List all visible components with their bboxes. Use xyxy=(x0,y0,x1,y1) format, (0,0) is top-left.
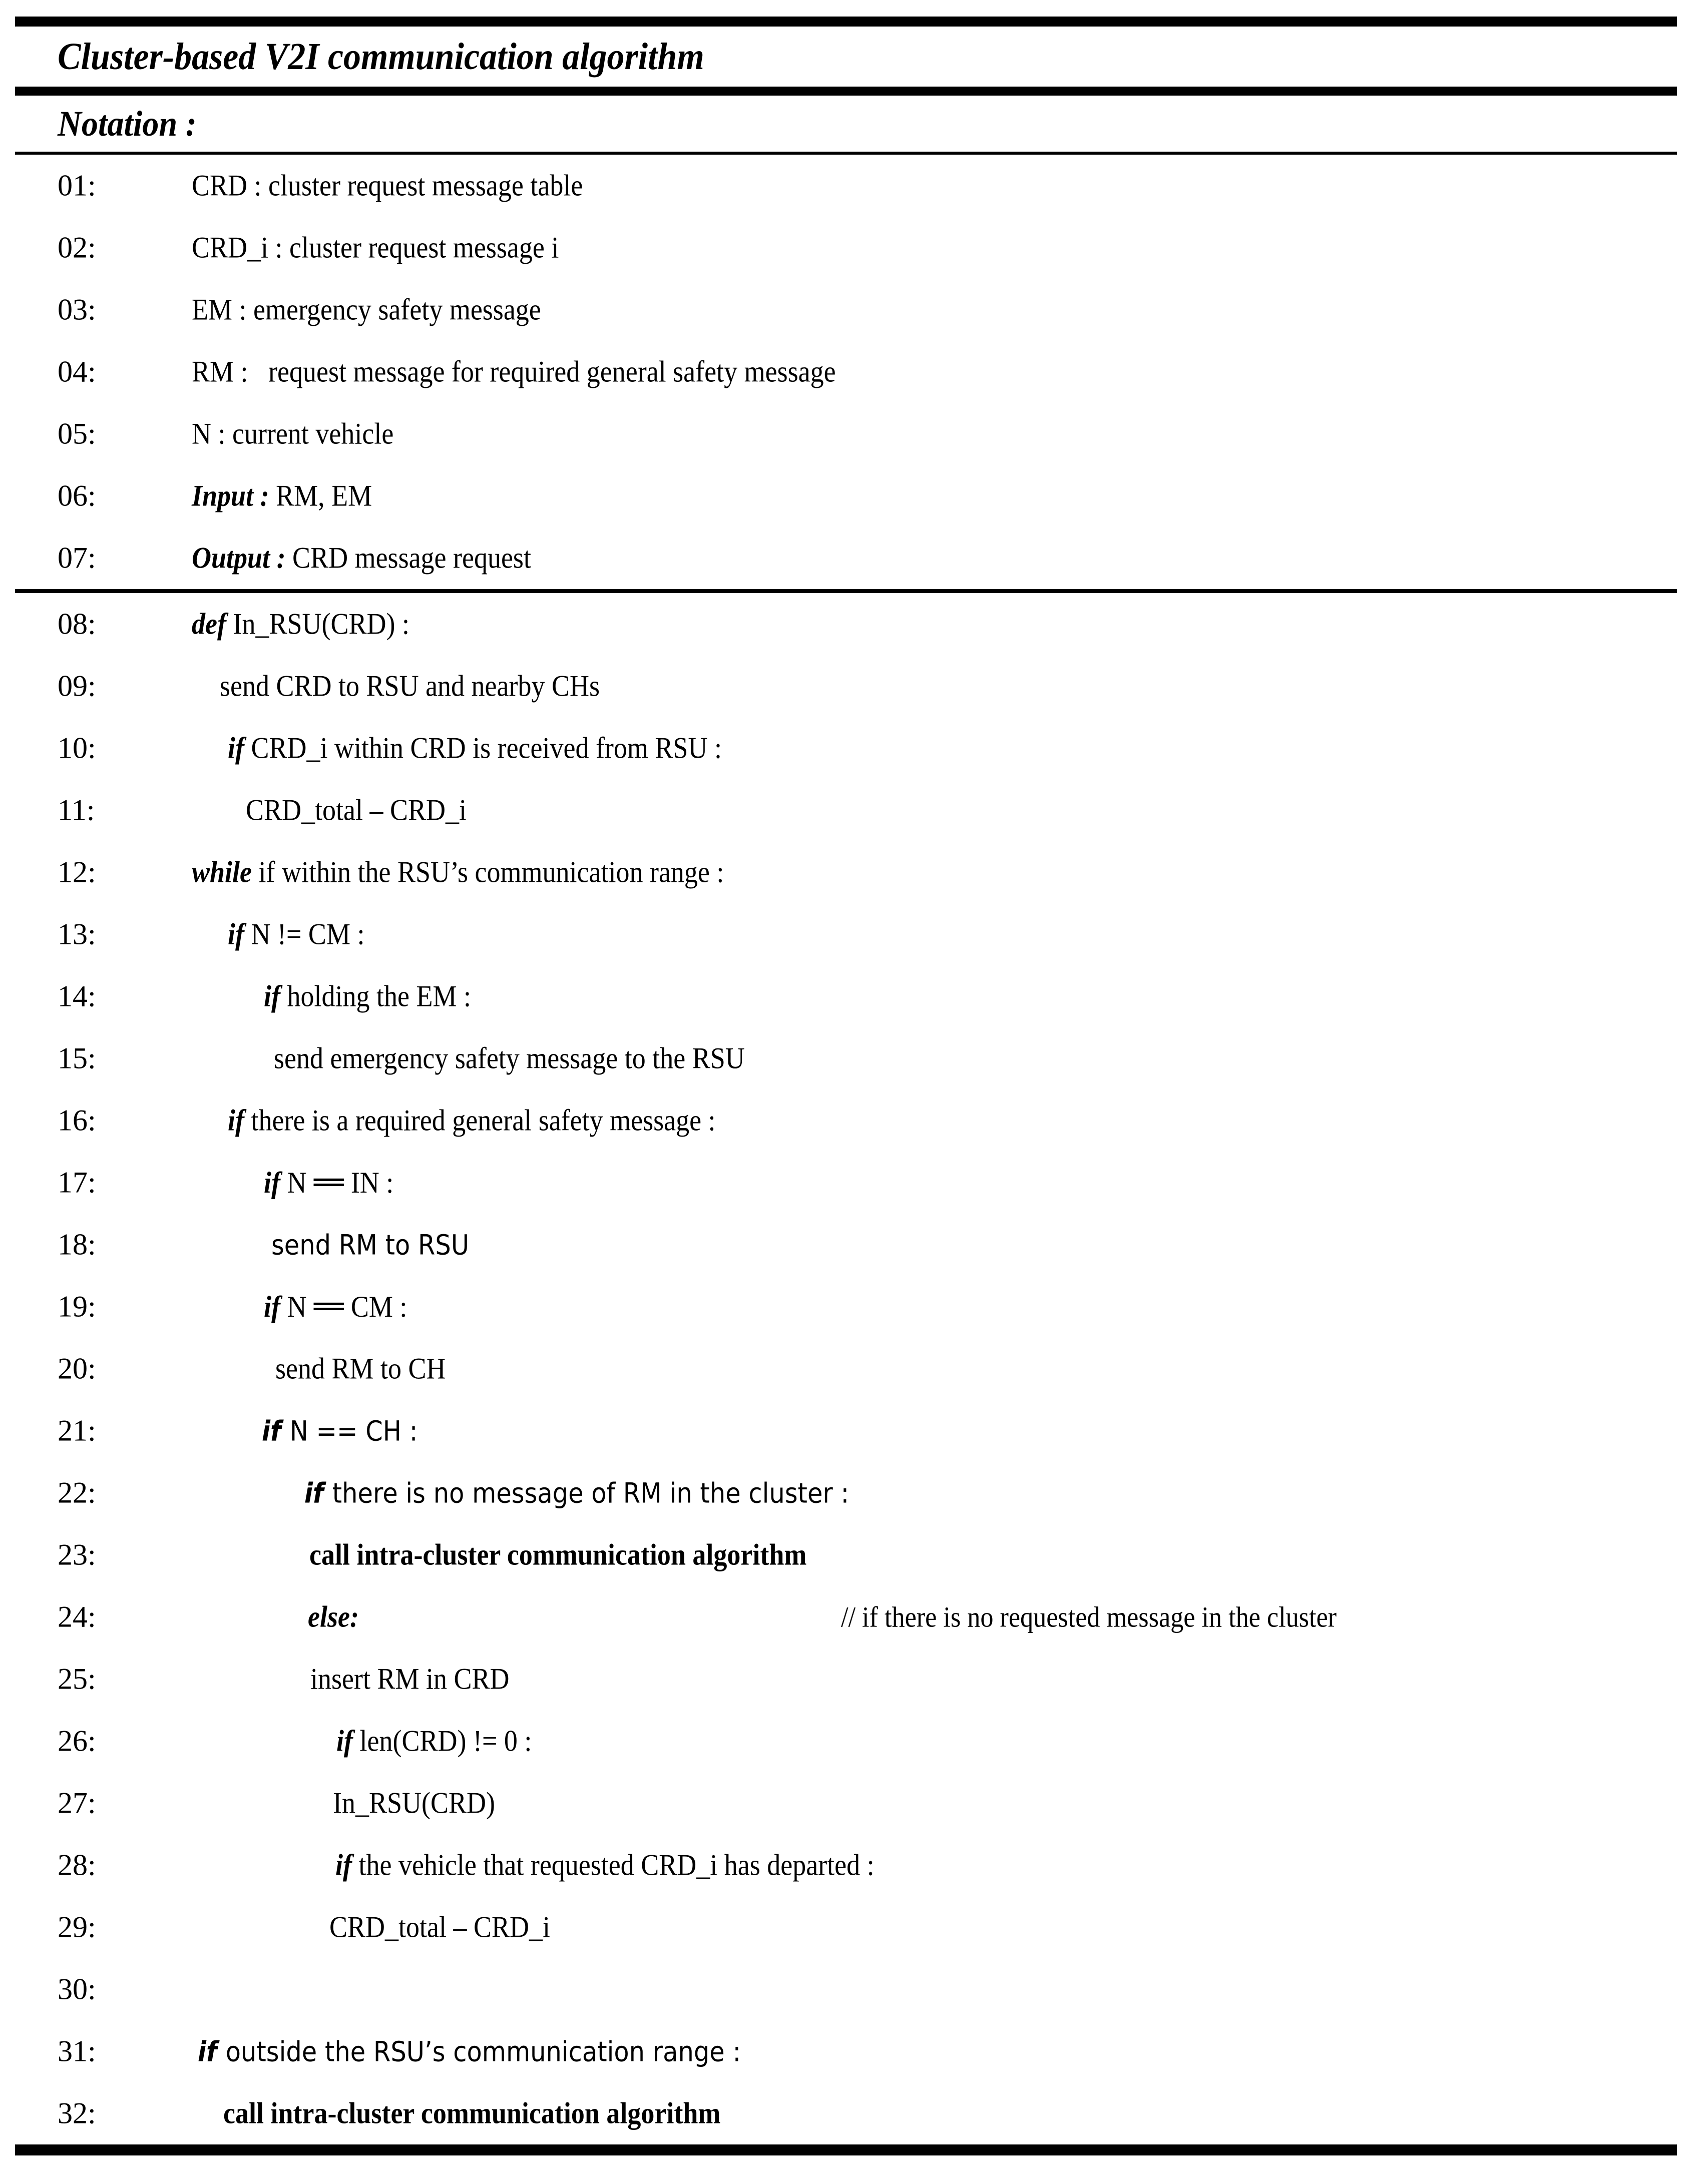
code-segment: CRD message request xyxy=(292,541,531,575)
line-content xyxy=(192,355,836,389)
code-segment: len(CRD) != 0 : xyxy=(359,1724,532,1758)
code-segment: outside the RSU’s communication range : xyxy=(225,2035,741,2068)
section-divider xyxy=(15,589,1677,593)
algo-line-10 xyxy=(15,717,1677,779)
wide-equals: ═ xyxy=(314,1289,343,1324)
line-content xyxy=(246,793,467,828)
algo-line-26 xyxy=(15,1710,1677,1772)
algo-line-04 xyxy=(15,341,1677,403)
line-content xyxy=(329,1910,550,1945)
line-number: 06: xyxy=(58,479,96,512)
line-content xyxy=(310,1662,510,1697)
code-segment: there is no message of RM in the cluster : xyxy=(332,1477,850,1509)
code-segment: holding the EM : xyxy=(287,979,471,1013)
line-content xyxy=(274,1041,745,1076)
code-segment: IN : xyxy=(344,1166,394,1199)
algo-line-11 xyxy=(15,779,1677,841)
line-number: 09: xyxy=(58,669,96,703)
line-number: 15: xyxy=(58,1041,96,1075)
line-content xyxy=(264,1289,407,1324)
algo-line-15 xyxy=(15,1027,1677,1089)
algo-line-12 xyxy=(15,841,1677,903)
code-segment: EM : emergency safety message xyxy=(192,293,541,326)
line-content xyxy=(271,1228,469,1262)
code-segment: send RM to CH xyxy=(275,1352,446,1385)
code-segment: N : current vehicle xyxy=(192,417,394,450)
code-segment: if xyxy=(335,1848,359,1882)
algo-line-06 xyxy=(15,465,1677,527)
code-segment: if xyxy=(336,1724,360,1758)
code-segment: call intra-cluster communication algorithm xyxy=(309,1538,807,1571)
line-content xyxy=(192,417,393,451)
algo-line-14 xyxy=(15,965,1677,1027)
algorithm-table xyxy=(15,17,1677,2155)
algo-line-08 xyxy=(15,593,1677,655)
code-segment: In_RSU(CRD) xyxy=(333,1786,496,1820)
algo-line-03 xyxy=(15,279,1677,341)
algo-line-17 xyxy=(15,1152,1677,1214)
line-number: 23: xyxy=(58,1538,96,1571)
line-number: 32: xyxy=(58,2096,96,2130)
code-segment: CRD_i within CRD is received from RSU : xyxy=(251,731,722,765)
line-content xyxy=(192,293,541,327)
algo-line-13 xyxy=(15,903,1677,965)
code-segment: if xyxy=(228,731,251,765)
line-content xyxy=(336,1724,532,1759)
line-number: 10: xyxy=(58,731,96,765)
code-segment: send RM to RSU xyxy=(271,1229,470,1261)
line-content xyxy=(333,1786,495,1821)
code-segment: if within the RSU’s communication range : xyxy=(258,855,724,889)
algo-line-20 xyxy=(15,1338,1677,1400)
algo-line-05 xyxy=(15,403,1677,465)
line-content xyxy=(308,1600,359,1634)
code-segment: N == CH : xyxy=(289,1415,418,1447)
code-segment: N != CM : xyxy=(251,917,365,951)
line-content xyxy=(264,1165,393,1200)
line-content xyxy=(192,541,531,576)
code-segment: Output : xyxy=(192,541,293,575)
code-segment: RM, EM xyxy=(276,479,372,512)
title-row xyxy=(15,27,1677,96)
algo-line-09 xyxy=(15,655,1677,717)
line-number: 27: xyxy=(58,1786,96,1820)
line-number: 01: xyxy=(58,169,96,202)
code-segment: RM : request message for required general safety message xyxy=(192,355,836,388)
line-number: 11: xyxy=(58,793,95,827)
line-number: 03: xyxy=(58,293,96,326)
code-segment: the vehicle that requested CRD_i has departed : xyxy=(358,1848,875,1882)
code-segment: if xyxy=(198,2035,226,2068)
algo-line-31 xyxy=(15,2020,1677,2082)
code-segment: if xyxy=(228,1104,251,1137)
algo-line-23 xyxy=(15,1524,1677,1586)
code-segment: In_RSU(CRD) : xyxy=(233,607,409,641)
code-segment: N xyxy=(287,1166,313,1199)
code-segment: def xyxy=(192,607,233,641)
inline-comment: // if there is no requested message in the cluster xyxy=(841,1600,1337,1633)
algo-line-30 xyxy=(15,1958,1677,2020)
code-segment: while xyxy=(192,855,259,889)
code-segment: insert RM in CRD xyxy=(310,1662,510,1696)
line-number: 02: xyxy=(58,231,96,264)
line-number: 05: xyxy=(58,417,96,450)
line-content xyxy=(228,1104,716,1138)
algo-line-02 xyxy=(15,217,1677,279)
line-number: 24: xyxy=(58,1600,96,1633)
line-content xyxy=(192,479,372,513)
code-segment: if xyxy=(264,979,287,1013)
algorithm-body xyxy=(15,155,1677,2144)
code-segment: there is a required general safety message : xyxy=(251,1104,716,1137)
code-segment: if xyxy=(264,1166,287,1199)
algo-line-32 xyxy=(15,2082,1677,2144)
line-number: 31: xyxy=(58,2034,96,2068)
line-number: 08: xyxy=(58,607,96,641)
code-segment: send emergency safety message to the RSU xyxy=(274,1041,745,1075)
line-number: 20: xyxy=(58,1352,96,1385)
algo-line-24 xyxy=(15,1586,1677,1648)
line-content xyxy=(304,1476,849,1510)
algo-line-01 xyxy=(15,155,1677,217)
line-number: 04: xyxy=(58,355,96,388)
wide-equals: ═ xyxy=(314,1165,343,1200)
algo-line-21 xyxy=(15,1400,1677,1462)
line-number: 16: xyxy=(58,1104,96,1137)
code-segment: if xyxy=(228,917,251,951)
line-content xyxy=(192,607,409,642)
line-number: 14: xyxy=(58,979,96,1013)
line-content xyxy=(275,1352,446,1386)
line-content xyxy=(192,169,583,203)
algo-line-28 xyxy=(15,1834,1677,1896)
algo-line-27 xyxy=(15,1772,1677,1834)
code-segment: CRD_total – CRD_i xyxy=(329,1910,551,1944)
line-number: 28: xyxy=(58,1848,96,1882)
line-content xyxy=(223,2096,720,2131)
code-segment: else: xyxy=(308,1600,359,1633)
algo-line-16 xyxy=(15,1089,1677,1152)
line-number: 25: xyxy=(58,1662,96,1696)
code-segment: if xyxy=(264,1290,287,1323)
line-number: 18: xyxy=(58,1228,96,1261)
algo-line-25 xyxy=(15,1648,1677,1710)
algo-line-07 xyxy=(15,527,1677,589)
line-number: 26: xyxy=(58,1724,96,1758)
line-content xyxy=(192,855,724,890)
line-number: 17: xyxy=(58,1166,96,1199)
line-number: 12: xyxy=(58,855,96,889)
algo-line-22 xyxy=(15,1462,1677,1524)
code-segment: send CRD to RSU and nearby CHs xyxy=(220,669,600,703)
line-content xyxy=(335,1848,875,1883)
line-number: 19: xyxy=(58,1290,96,1323)
line-content xyxy=(228,917,364,952)
algo-line-29 xyxy=(15,1896,1677,1958)
line-content xyxy=(309,1538,806,1572)
code-segment: CRD : cluster request message table xyxy=(192,169,583,202)
code-segment: call intra-cluster communication algorithm xyxy=(223,2096,721,2130)
code-segment: Input : xyxy=(192,479,276,512)
line-number: 21: xyxy=(58,1414,96,1447)
code-segment: if xyxy=(262,1415,290,1447)
line-content xyxy=(192,231,559,265)
line-number: 13: xyxy=(58,917,96,951)
code-segment: CRD_total – CRD_i xyxy=(246,793,467,827)
line-number: 07: xyxy=(58,541,96,575)
line-content xyxy=(198,2034,741,2069)
algorithm-title: Cluster-based V2I communication algorithm xyxy=(58,35,704,78)
notation-label: Notation : xyxy=(58,103,197,144)
code-segment: CRD_i : cluster request message i xyxy=(192,231,559,264)
code-segment: N xyxy=(287,1290,313,1323)
code-segment: if xyxy=(304,1477,332,1509)
line-number: 22: xyxy=(58,1476,96,1509)
algo-line-18 xyxy=(15,1214,1677,1276)
code-segment: CM : xyxy=(344,1290,407,1323)
algo-line-19 xyxy=(15,1276,1677,1338)
line-content xyxy=(262,1414,417,1448)
notation-row xyxy=(15,96,1677,155)
line-number: 29: xyxy=(58,1910,96,1944)
line-number: 30: xyxy=(58,1972,96,2006)
line-content xyxy=(228,731,722,766)
line-content xyxy=(220,669,600,704)
line-content xyxy=(264,979,471,1014)
